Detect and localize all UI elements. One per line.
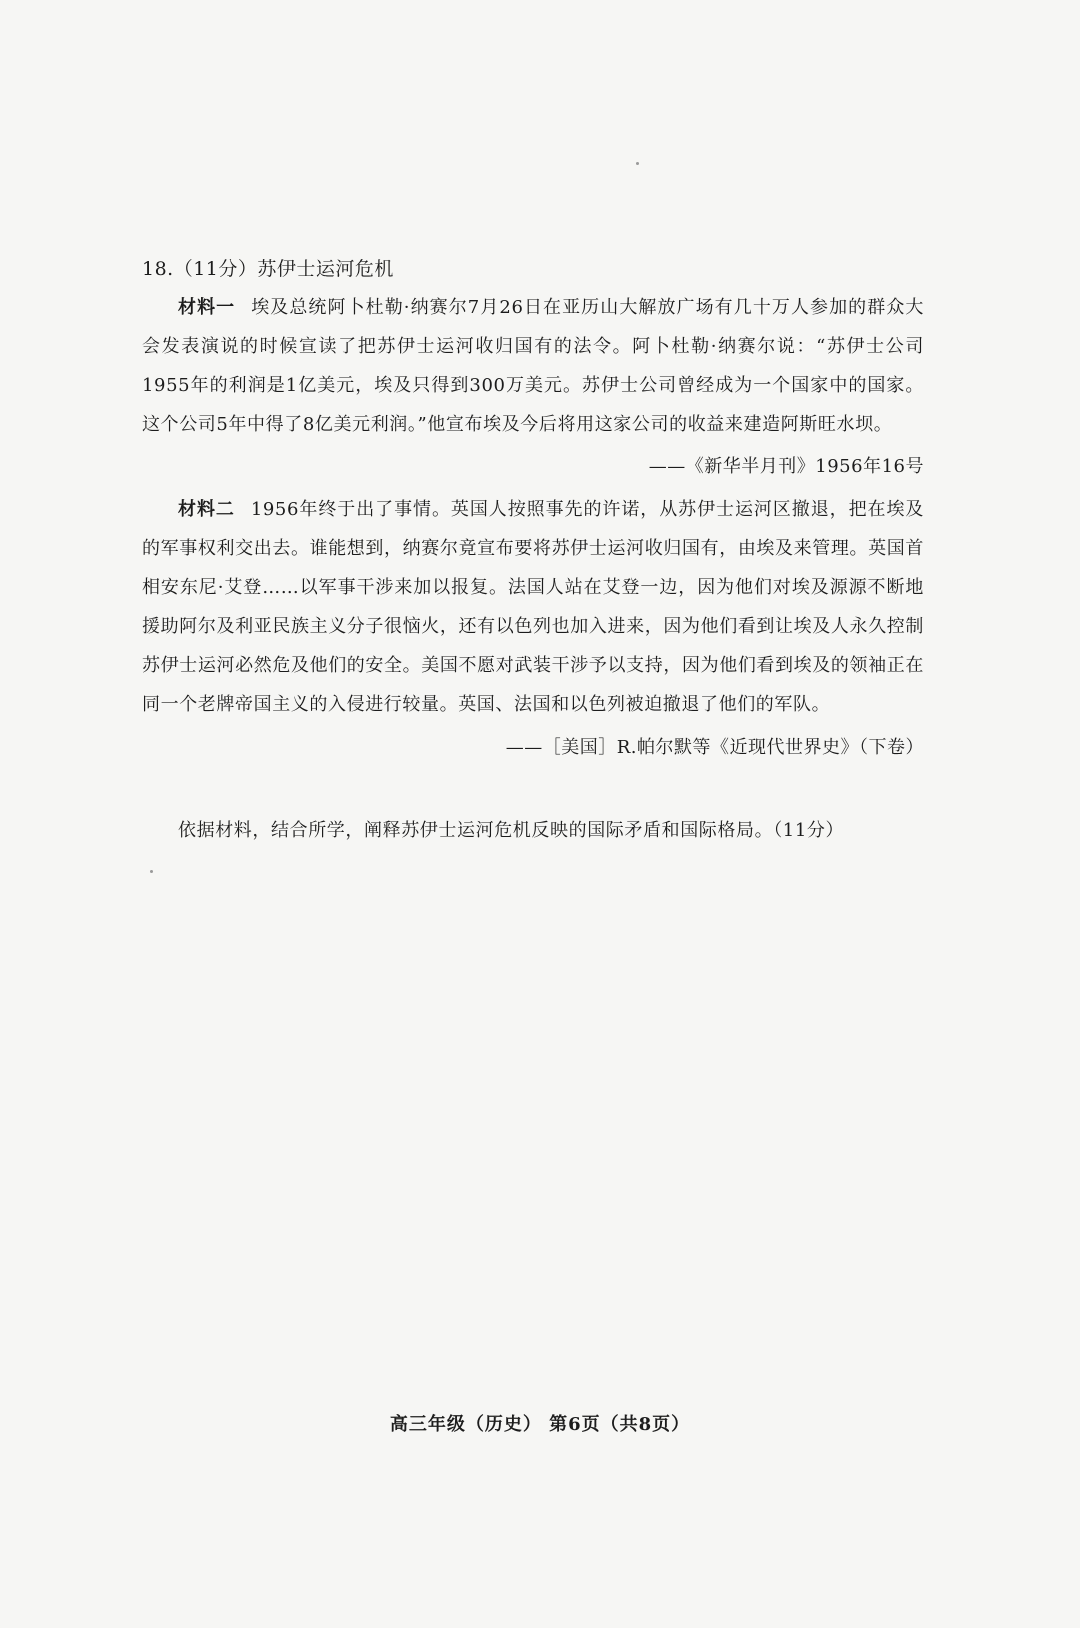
material-two-text: 1956年终于出了事情。英国人按照事先的许诺，从苏伊士运河区撤退，把在埃及的军事权利交出去。谁能想到，纳赛尔竟宣布要将苏伊士运河收归国有，由埃及来管理。英国首相安东尼·艾登……以军事干涉来加以报复。法国人站在艾登一边，因为他们对埃及源源不断地援助阿尔及利亚民族主义分子很恼火，还有以色列也加入进来，因为他们看到让埃及人永久控制苏伊士运河必然危及他们的安全。美国不愿对武装干涉予以支持，因为他们看到埃及的领袖正在同一个老牌帝国主义的入侵进行较量。英国、法国和以色列被迫撤退了他们的军队。 <box>142 499 924 715</box>
scan-speck <box>150 870 153 873</box>
material-one-text: 埃及总统阿卜杜勒·纳赛尔7月26日在亚历山大解放广场有几十万人参加的群众大会发表演说的时候宣读了把苏伊士运河收归国有的法令。阿卜杜勒·纳赛尔说：“苏伊士公司1955年的利润是1亿美元，埃及只得到300万美元。苏伊士公司曾经成为一个国家中的国家。这个公司5年中得了8亿美元利润。”他宣布埃及今后将用这家公司的收益来建造阿斯旺水坝。 <box>142 297 924 435</box>
page-footer: 高三年级（历史） 第6页（共8页） <box>389 1414 691 1435</box>
scan-speck <box>636 162 639 165</box>
material-one-paragraph <box>142 288 924 444</box>
question-title: 18.（11分）苏伊士运河危机 <box>142 258 394 280</box>
material-two-paragraph <box>142 490 924 724</box>
material-one-label: 材料一 <box>178 297 236 318</box>
material-one-source: ——《新华半月刊》1956年16号 <box>648 456 924 477</box>
material-two-source: ——［美国］R.帕尔默等《近现代世界史》（下卷） <box>505 737 924 758</box>
question-prompt: 依据材料，结合所学，阐释苏伊士运河危机反映的国际矛盾和国际格局。（11分） <box>178 820 845 841</box>
material-two-label: 材料二 <box>178 499 235 520</box>
